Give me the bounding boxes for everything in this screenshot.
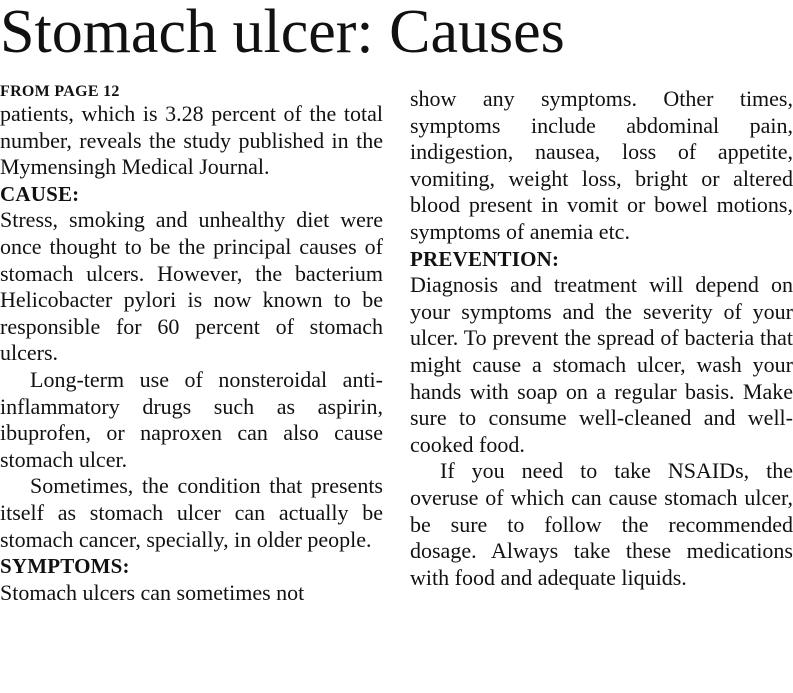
symptoms-heading: SYMPTOMS: bbox=[0, 554, 130, 579]
cause-paragraph-3: Sometimes, the condition that presents itself as stomach ulcer can actually be stomach cancer, specially, in older people. bbox=[0, 473, 383, 552]
cause-heading: CAUSE: bbox=[0, 181, 80, 206]
cause-paragraph-1: Stress, smoking and unhealthy diet were once thought to be the principal causes of stomach ulcers. However, the bacterium Helicobacter pylori is now known to be responsible for 60 percent of stomach ulcers. bbox=[0, 207, 383, 366]
prevention-heading: PREVENTION: bbox=[410, 246, 560, 271]
continuation-label: FROM PAGE 12 bbox=[0, 83, 120, 100]
cause-paragraph-2: Long-term use of nonsteroidal anti-inflammatory drugs such as aspirin, ibuprofen, or naproxen can also cause stomach ulcer. bbox=[0, 366, 383, 472]
prevention-paragraph-2: If you need to take NSAIDs, the overuse of which can cause stomach ulcer, be sure to follow the recommended dosage. Always take these medications with food and adequate liquids. bbox=[410, 458, 793, 590]
left-column bbox=[0, 84, 383, 606]
prevention-paragraph-1: Diagnosis and treatment will depend on your symptoms and the severity of your ulcer. To prevent the spread of bacteria that might cause a stomach ulcer, wash your hands with soap on a regular basis. Make sure to consume well-cleaned and well-cooked food. bbox=[410, 272, 793, 457]
symptoms-paragraph-start: Stomach ulcers can sometimes not bbox=[0, 579, 305, 605]
headline: Stomach ulcer: Causes bbox=[0, 0, 565, 66]
intro-paragraph: patients, which is 3.28 percent of the total number, reveals the study published in the Mymensingh Medical Journal. bbox=[0, 101, 383, 180]
symptoms-paragraph-end: show any symptoms. Other times, symptoms include abdominal pain, indigestion, nausea, loss of appetite, vomiting, weight loss, bright or altered blood present in vomit or bowel motions, symptoms of anemia etc. bbox=[410, 86, 793, 244]
right-column bbox=[410, 86, 793, 591]
